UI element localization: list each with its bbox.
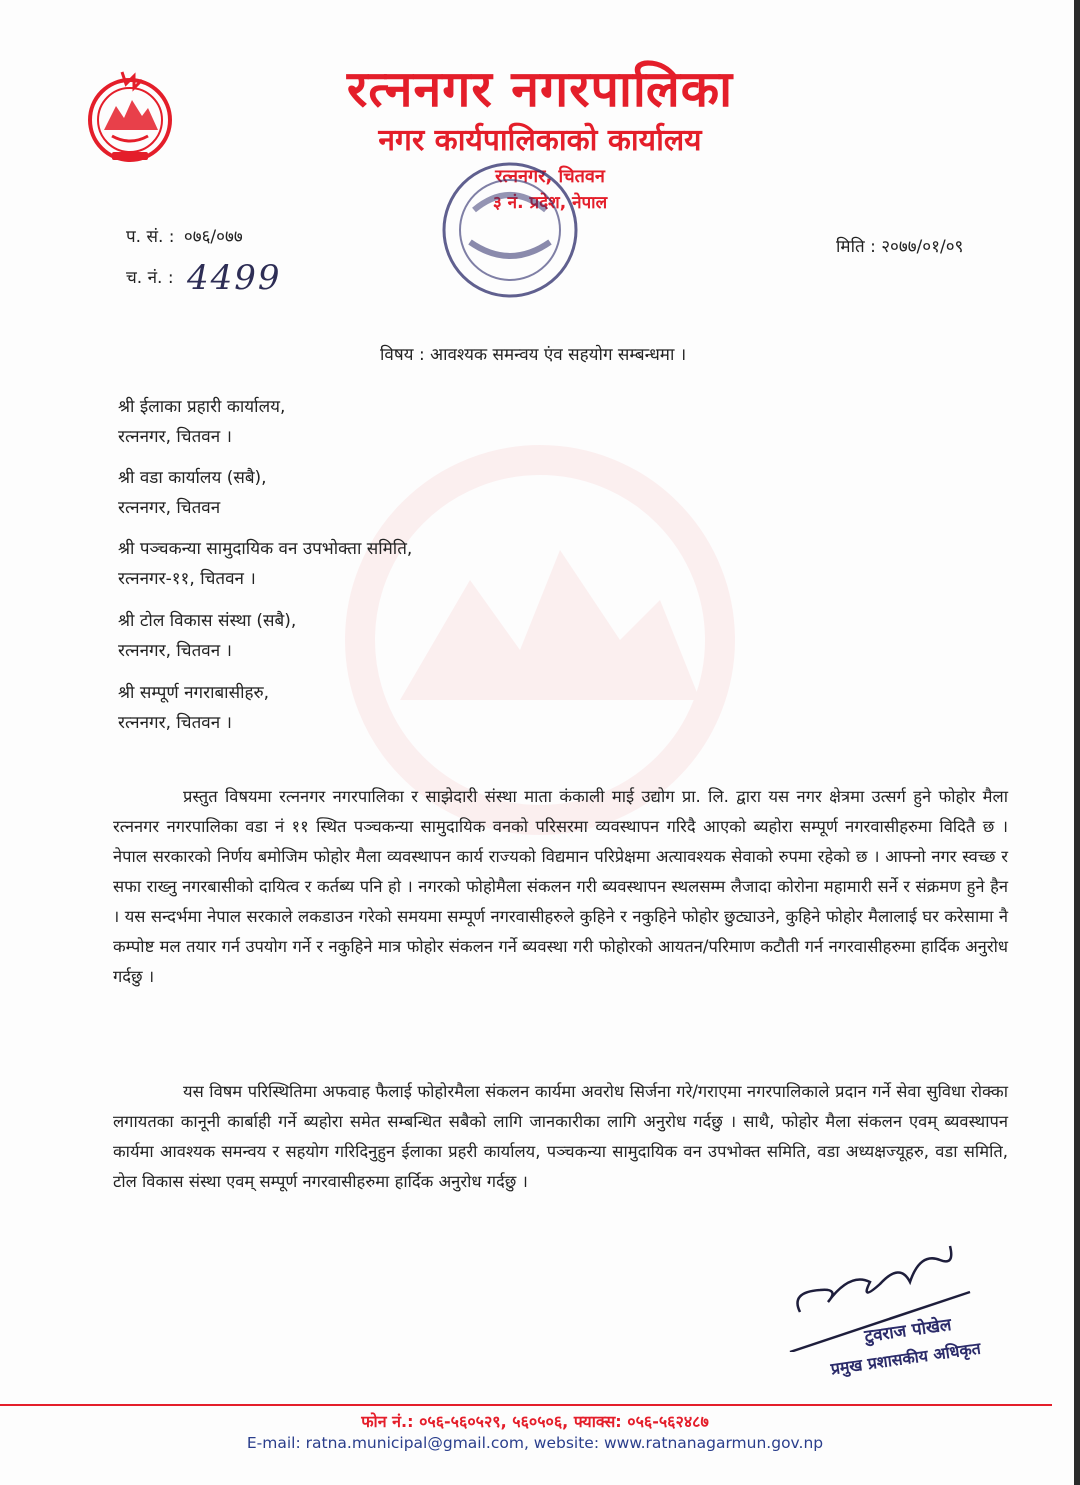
addressee-1-line1: श्री ईलाका प्रहारी कार्यालय, (118, 397, 286, 417)
body-paragraph-1: प्रस्तुत विषयमा रत्ननगर नगरपालिका र साझेदारी संस्था माता कंकाली माई उद्योग प्रा. लि. द्वारा यस नगर क्षेत्रमा उत्सर्ग हुने फोहोर मैला रत्ननगर नगरपालिका वडा नं ११ स्थित पञ्चकन्या सामुदायिक वनको परिसरमा व्यवस्थापन गरिदै आएको ब्यहोरा सम्पूर्ण नगरवासीहरुमा विदितै छ । नेपाल सरकारको निर्णय बमोजिम फोहोर मैला व्यवस्थापन कार्य राज्यको विद्यमान परिप्रेक्षमा अत्यावश्यक सेवाको रुपमा रहेको छ । आफ्नो नगर स्वच्छ र सफा राख्नु नगरबासीको दायित्व र कर्तब्य पनि हो । नगरको फोहोमैला संकलन गरी ब्यवस्थापन स्थलसम्म लैजादा कोरोना महामारी सर्ने र संक्रमण हुने हैन । यस सन्दर्भमा नेपाल सरकाले लकडाउन गरेको समयमा सम्पूर्ण नगरवासीहरुले कुहिने र नकुहिने फोहोर छुट्याउने, कुहिने फोहोर मैलालाई घर करेसामा नै कम्पोष्ट मल तयार गर्न उपयोग गर्ने र नकुहिने मात्र फोहोर संकलन गर्ने ब्यवस्था गरी फोहोरको आयतन/परिमाण कटौती गर्न नगरवासीहरुमा हार्दिक अनुरोध गर्दछु । (113, 787, 1008, 986)
footer-contact-web: E-mail: ratna.municipal@gmail.com, website: www.ratnanagarmun.gov.np (246, 1434, 824, 1452)
addressee-2-line2: रत्ननगर, चितवन (118, 498, 221, 518)
reference-cn (126, 252, 282, 298)
footer-phone: फोन नं.: ०५६-५६०५२९, ५६०५०६, फ्याक्स: ०५६-५६२४८७ (361, 1412, 709, 1431)
letterhead-place: रत्ननगर, चितवन (495, 166, 605, 187)
reference-ps (126, 224, 243, 247)
addressee-4 (118, 606, 296, 666)
addressee-2-line1: श्री वडा कार्यालय (सबै), (118, 468, 267, 488)
addressee-2 (118, 463, 267, 523)
addressee-1 (118, 392, 285, 452)
scan-edge (1074, 0, 1080, 1485)
background-watermark-emblem (300, 440, 780, 840)
footer-divider (0, 1404, 1052, 1406)
addressee-4-line2: रत्ननगर, चितवन । (118, 641, 232, 661)
letterhead-subtitle: नगर कार्यपालिकाको कार्यालय (378, 123, 702, 158)
office-seal-stamp (430, 150, 590, 310)
reference-ps-label: प. सं. : (126, 227, 175, 247)
addressee-1-line2: रत्ननगर, चितवन । (118, 427, 232, 447)
addressee-5-line1: श्री सम्पूर्ण नगराबासीहरु, (118, 683, 270, 703)
reference-cn-label: च. नं. : (126, 268, 174, 288)
addressee-3 (118, 534, 412, 594)
letter-subject: विषय : आवश्यक समन्वय एंव सहयोग सम्बन्धमा । (380, 345, 687, 365)
signatory-title: प्रमुख प्रशासकीय अधिकृत (829, 1338, 982, 1379)
addressee-3-line1: श्री पञ्चकन्या सामुदायिक वन उपभोक्ता समिति, (118, 539, 413, 559)
letter-date: मिति : २०७७/०१/०९ (836, 237, 964, 257)
addressee-5 (118, 678, 269, 738)
addressee-4-line1: श्री टोल विकास संस्था (सबै), (118, 611, 297, 631)
addressee-3-line2: रत्ननगर-११, चितवन । (118, 569, 256, 589)
reference-cn-value: 4499 (186, 258, 282, 298)
signatory-name: टुवराज पोखेल (863, 1315, 953, 1347)
letterhead-title: रत्ननगर नगरपालिका (346, 60, 734, 118)
letterhead-province: ३ नं. प्रदेश, नेपाल (492, 193, 608, 213)
body-paragraph-2: यस विषम परिस्थितिमा अफवाह फैलाई फोहोरमैला संकलन कार्यमा अवरोध सिर्जना गरे/गराएमा नगरपालिकाले प्रदान गर्ने सेवा सुविधा रोक्का लगायतका कानूनी कार्बाही गर्ने ब्यहोरा समेत सम्बन्धित सबैको लागि जानकारीका लागि अनुरोध गर्दछु । साथै, फोहोर मैला संकलन एवम् ब्यवस्थापन कार्यमा आवश्यक समन्वय र सहयोग गरिदिनुहुन ईलाका प्रहरी कार्यालय, पञ्चकन्या सामुदायिक वन उपभोक्त समिति, वडा अध्यक्षज्यूहरु, वडा समिति, टोल विकास संस्था एवम् सम्पूर्ण नगरवासीहरुमा हार्दिक अनुरोध गर्दछु । (113, 1082, 1008, 1191)
addressee-5-line2: रत्ननगर, चितवन । (118, 713, 232, 733)
reference-ps-value: ०७६/०७७ (183, 227, 243, 247)
government-emblem-icon (82, 66, 178, 166)
